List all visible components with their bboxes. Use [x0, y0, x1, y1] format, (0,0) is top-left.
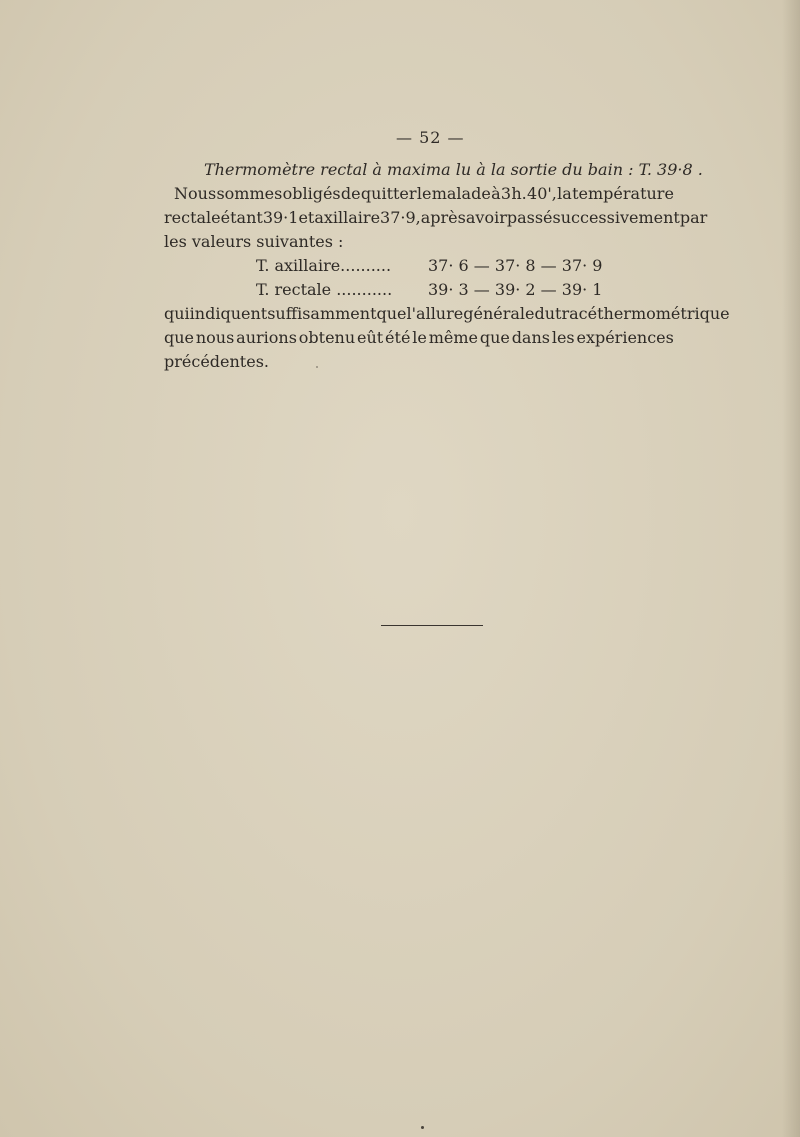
conclusion-line-2: que nous aurions obtenu eût été le même que dans les expériences [164, 328, 674, 347]
conclusion-line-1: qui indiquent suffisamment que l'allure générale du tracé thermométrique [164, 304, 730, 323]
reading-axillary-label: T. axillaire.......... [256, 256, 392, 275]
page-number: — 52 — [396, 128, 465, 147]
caption-line: Thermomètre rectal à maxima lu à la sortie du bain : T. 39·8 . [204, 160, 703, 179]
body-text [164, 158, 730, 374]
ink-speck [421, 1126, 424, 1129]
paragraph-line-3: les valeurs suivantes : [164, 232, 344, 251]
reading-rectal [164, 278, 674, 302]
paragraph-line-2: rectale étant 39·1 et axillaire 37·9, après avoir passé successivement par [164, 208, 708, 227]
conclusion-line-3: précédentes. [164, 352, 269, 371]
page-edge-shadow [782, 0, 800, 1137]
reading-axillary-values: 37· 6 — 37· 8 — 37· 9 [428, 256, 603, 275]
reading-axillary [164, 254, 674, 278]
paragraph-line-1: Nous sommes obligés de quitter le malade à 3 h. 40', la température [174, 184, 674, 203]
section-divider [381, 625, 483, 626]
reading-rectal-label: T. rectale ........... [256, 280, 393, 299]
ink-speck [316, 366, 318, 368]
reading-rectal-values: 39· 3 — 39· 2 — 39· 1 [428, 280, 603, 299]
